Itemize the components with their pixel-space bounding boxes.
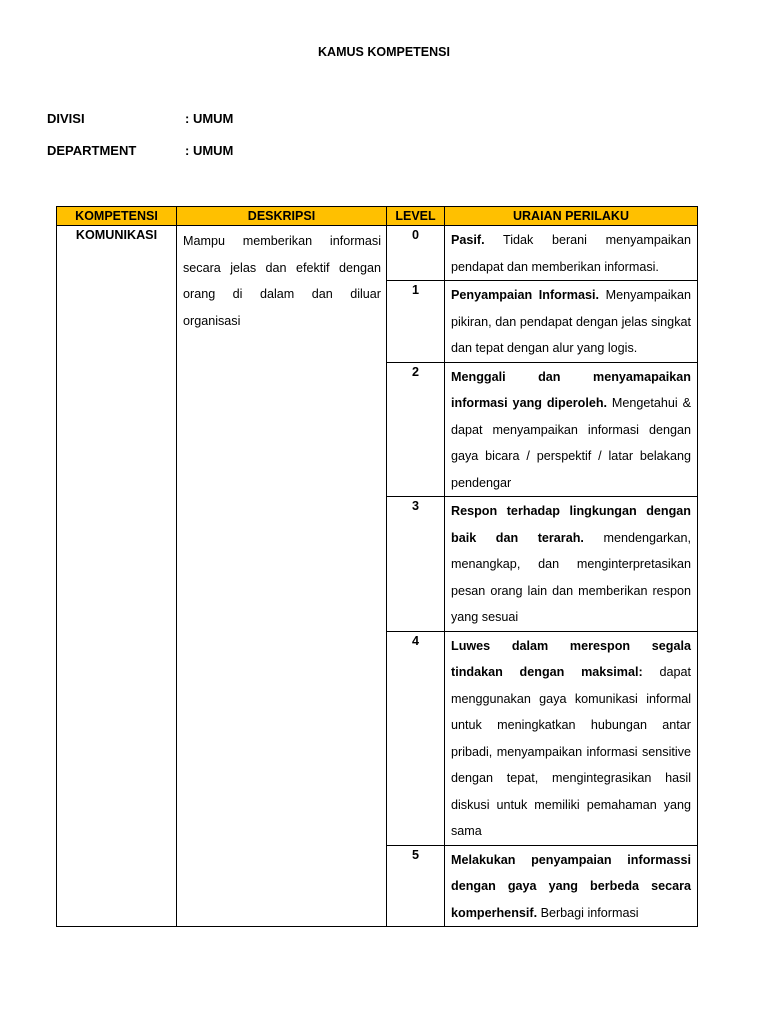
document-title: KAMUS KOMPETENSI bbox=[318, 45, 450, 59]
header-uraian-perilaku: URAIAN PERILAKU bbox=[445, 207, 698, 226]
table-header-row bbox=[57, 207, 698, 226]
competency-table bbox=[56, 206, 698, 927]
uraian-cell bbox=[445, 362, 698, 497]
uraian-text: dapat menggunakan gaya komunikasi informal untuk meningkatkan hubungan antar pribadi, menyampaikan informasi sensitive dengan tepat, mengintegrasikan hasil diskusi untuk memiliki pemahaman yang sama bbox=[451, 665, 692, 838]
uraian-title: Luwes dalam merespon segala tindakan dengan maksimal: bbox=[451, 638, 691, 679]
header-kompetensi: KOMPETENSI bbox=[57, 207, 177, 226]
uraian-title: Melakukan penyampaian informassi dengan gaya yang berbeda secara komperhensif. bbox=[451, 852, 691, 920]
divisi-label: DIVISI bbox=[47, 111, 85, 126]
level-cell: 3 bbox=[387, 497, 445, 632]
uraian-text: Menyampaikan pikiran, dan pendapat dengan jelas singkat dan tepat dengan alur yang logis. bbox=[451, 288, 691, 355]
uraian-text: mendengarkan, menangkap, dan menginterpretasikan pesan orang lain dan memberikan respon yang sesuai bbox=[451, 530, 691, 624]
uraian-cell bbox=[445, 281, 698, 363]
level-cell: 4 bbox=[387, 631, 445, 845]
uraian-cell bbox=[445, 497, 698, 632]
level-cell: 0 bbox=[387, 226, 445, 281]
uraian-cell bbox=[445, 845, 698, 927]
table-row bbox=[57, 226, 698, 281]
divisi-row bbox=[47, 111, 233, 126]
uraian-cell bbox=[445, 631, 698, 845]
level-cell: 2 bbox=[387, 362, 445, 497]
deskripsi-cell: Mampu memberikan informasi secara jelas dan efektif dengan orang di dalam dan diluar organisasi bbox=[177, 226, 387, 927]
level-cell: 5 bbox=[387, 845, 445, 927]
level-cell: 1 bbox=[387, 281, 445, 363]
uraian-cell bbox=[445, 226, 698, 281]
uraian-title: Menggali dan menyamapaikan informasi yang diperoleh. bbox=[451, 369, 691, 410]
department-row bbox=[47, 143, 233, 158]
department-value: : UMUM bbox=[185, 143, 234, 158]
uraian-text: Tidak berani menyampaikan pendapat dan memberikan informasi. bbox=[451, 233, 691, 274]
uraian-text: Berbagi informasi bbox=[537, 905, 639, 920]
header-level: LEVEL bbox=[387, 207, 445, 226]
uraian-text: Mengetahui & dapat menyampaikan informasi dengan gaya bicara / perspektif / latar belakang pendengar bbox=[451, 396, 691, 490]
uraian-title: Pasif. bbox=[451, 233, 485, 247]
kompetensi-cell: KOMUNIKASI bbox=[57, 226, 177, 927]
department-label: DEPARTMENT bbox=[47, 143, 137, 158]
uraian-title: Respon terhadap lingkungan dengan baik dan terarah. bbox=[451, 504, 691, 545]
header-deskripsi: DESKRIPSI bbox=[177, 207, 387, 226]
uraian-title: Penyampaian Informasi. bbox=[451, 288, 599, 302]
divisi-value: : UMUM bbox=[185, 111, 234, 126]
